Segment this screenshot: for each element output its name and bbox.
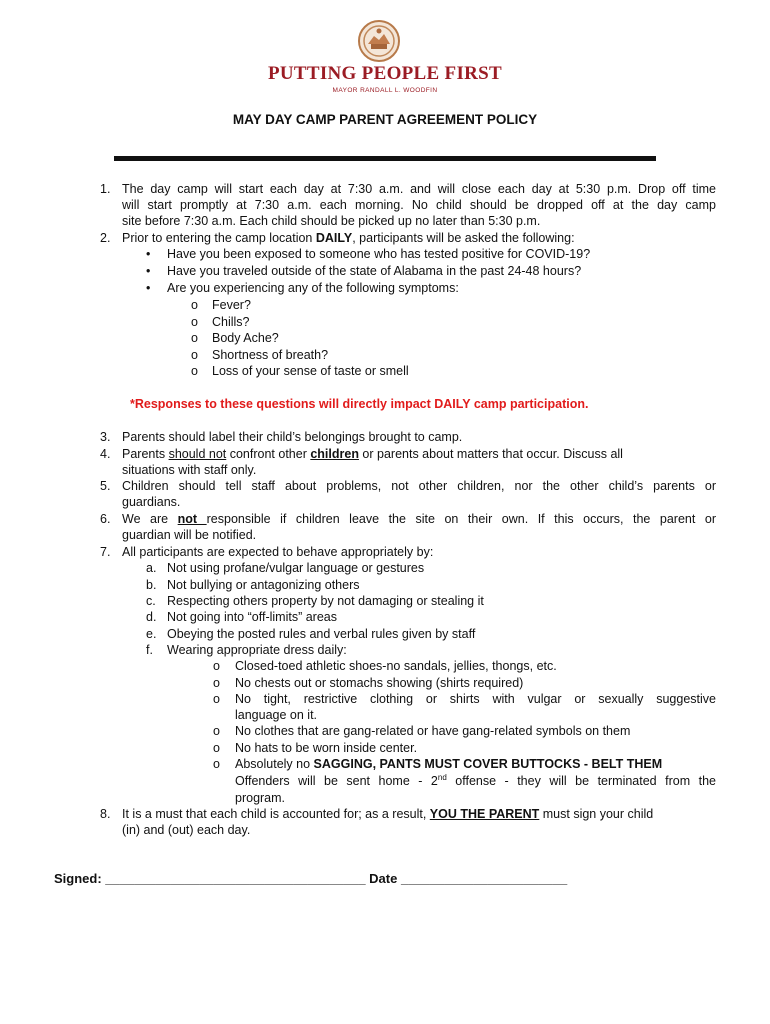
title-divider	[114, 156, 656, 161]
question-symptoms: Are you experiencing any of the following symptoms:	[167, 281, 459, 295]
bullet-icon: •	[146, 264, 151, 278]
circle-bullet-icon: o	[213, 741, 220, 755]
circle-bullet-icon: o	[213, 757, 220, 771]
item-8-line-2: (in) and (out) each day.	[122, 823, 251, 837]
dress-rule-program: program.	[235, 791, 286, 805]
circle-bullet-icon: o	[191, 348, 198, 362]
circle-bullet-icon: o	[213, 692, 220, 706]
dress-rule-clothing: No tight, restrictive clothing or shirts with vulgar or sexually suggestive	[235, 692, 716, 706]
item-7-text: All participants are expected to behave appropriately by:	[122, 545, 434, 559]
circle-bullet-icon: o	[191, 315, 198, 329]
item-4-number: 4.	[100, 447, 111, 461]
symptom-taste-smell: Loss of your sense of taste or smell	[212, 364, 409, 378]
sub-item-letter: c.	[146, 594, 156, 608]
sub-item-text: Obeying the posted rules and verbal rules given by staff	[167, 627, 476, 641]
dress-rule-hats: No hats to be worn inside center.	[235, 741, 418, 755]
item-1-number: 1.	[100, 182, 111, 196]
symptom-fever: Fever?	[212, 298, 251, 312]
question-exposure: Have you been exposed to someone who has tested positive for COVID-19?	[167, 247, 591, 261]
sub-item-text: Not going into “off-limits” areas	[167, 610, 337, 624]
sub-item-text: Wearing appropriate dress daily:	[167, 643, 347, 657]
dress-rule-offenders: Offenders will be sent home - 2nd offense - they will be terminated from the	[235, 772, 716, 788]
dress-rule-shoes: Closed-toed athletic shoes-no sandals, jellies, thongs, etc.	[235, 659, 557, 673]
participation-notice: *Responses to these questions will directly impact DAILY camp participation.	[130, 397, 589, 411]
question-travel: Have you traveled outside of the state of Alabama in the past 24-48 hours?	[167, 264, 582, 278]
symptom-chills: Chills?	[212, 315, 250, 329]
sub-item-text: Not using profane/vulgar language or gestures	[167, 561, 425, 575]
circle-bullet-icon: o	[213, 676, 220, 690]
item-8-line-1: It is a must that each child is accounted for; as a result, YOU THE PARENT must sign your child	[122, 807, 654, 821]
mayor-subtitle: MAYOR RANDALL L. WOODFIN	[332, 87, 438, 94]
item-7-number: 7.	[100, 545, 111, 559]
circle-bullet-icon: o	[213, 659, 220, 673]
bullet-icon: •	[146, 247, 151, 261]
item-6-line-2: guardian will be notified.	[122, 528, 257, 542]
item-6-number: 6.	[100, 512, 111, 526]
sub-item-letter: e.	[146, 627, 157, 641]
date-field[interactable]: Date _______________________	[369, 871, 568, 886]
item-1-line-2: will start promptly at 7:30 a.m. each morning. No child should be dropped off at the day camp	[122, 198, 716, 212]
sub-item-text: Not bullying or antagonizing others	[167, 578, 360, 592]
item-1-line-1: The day camp will start each day at 7:30 a.m. and will close each day at 5:30 p.m. Drop off time	[122, 182, 716, 196]
item-5-line-2: guardians.	[122, 495, 181, 509]
item-4-line-2: situations with staff only.	[122, 463, 257, 477]
item-5-number: 5.	[100, 479, 111, 493]
dress-rule-shirts: No chests out or stomachs showing (shirts required)	[235, 676, 524, 690]
sub-item-letter: f.	[146, 643, 153, 657]
item-6-line-1: We are not responsible if children leave the site on their own. If this occurs, the parent or	[122, 512, 716, 526]
symptom-body-ache: Body Ache?	[212, 331, 279, 345]
dress-rule-gang: No clothes that are gang-related or have gang-related symbols on them	[235, 724, 631, 738]
dress-rule-clothing-cont: language on it.	[235, 708, 318, 722]
page-title: MAY DAY CAMP PARENT AGREEMENT POLICY	[232, 112, 538, 127]
sub-item-text: Respecting others property by not damaging or stealing it	[167, 594, 484, 608]
signature-line	[54, 871, 567, 886]
dress-rule-sagging: Absolutely no SAGGING, PANTS MUST COVER BUTTOCKS - BELT THEM	[235, 757, 663, 771]
item-3-number: 3.	[100, 430, 111, 444]
brand-title: PUTTING PEOPLE FIRST	[267, 63, 503, 84]
item-2-text: Prior to entering the camp location DAILY, participants will be asked the following:	[122, 231, 575, 245]
item-2-number: 2.	[100, 231, 111, 245]
item-8-number: 8.	[100, 807, 111, 821]
circle-bullet-icon: o	[191, 364, 198, 378]
circle-bullet-icon: o	[191, 331, 198, 345]
city-seal-logo	[358, 20, 400, 62]
item-3-text: Parents should label their child’s belongings brought to camp.	[122, 430, 463, 444]
circle-bullet-icon: o	[213, 724, 220, 738]
sub-item-letter: d.	[146, 610, 157, 624]
sub-item-letter: a.	[146, 561, 157, 575]
bullet-icon: •	[146, 281, 151, 295]
symptom-breath: Shortness of breath?	[212, 348, 329, 362]
signed-field[interactable]: Signed: ____________________________________	[54, 871, 370, 886]
item-5-line-1: Children should tell staff about problems, not other children, nor the other child’s parents or	[122, 479, 716, 493]
item-1-line-3: site before 7:30 a.m. Each child should be picked up no later than 5:30 p.m.	[122, 214, 541, 228]
item-4-line-1: Parents should not confront other children or parents about matters that occur. Discuss all	[122, 447, 623, 461]
sub-item-letter: b.	[146, 578, 157, 592]
circle-bullet-icon: o	[191, 298, 198, 312]
